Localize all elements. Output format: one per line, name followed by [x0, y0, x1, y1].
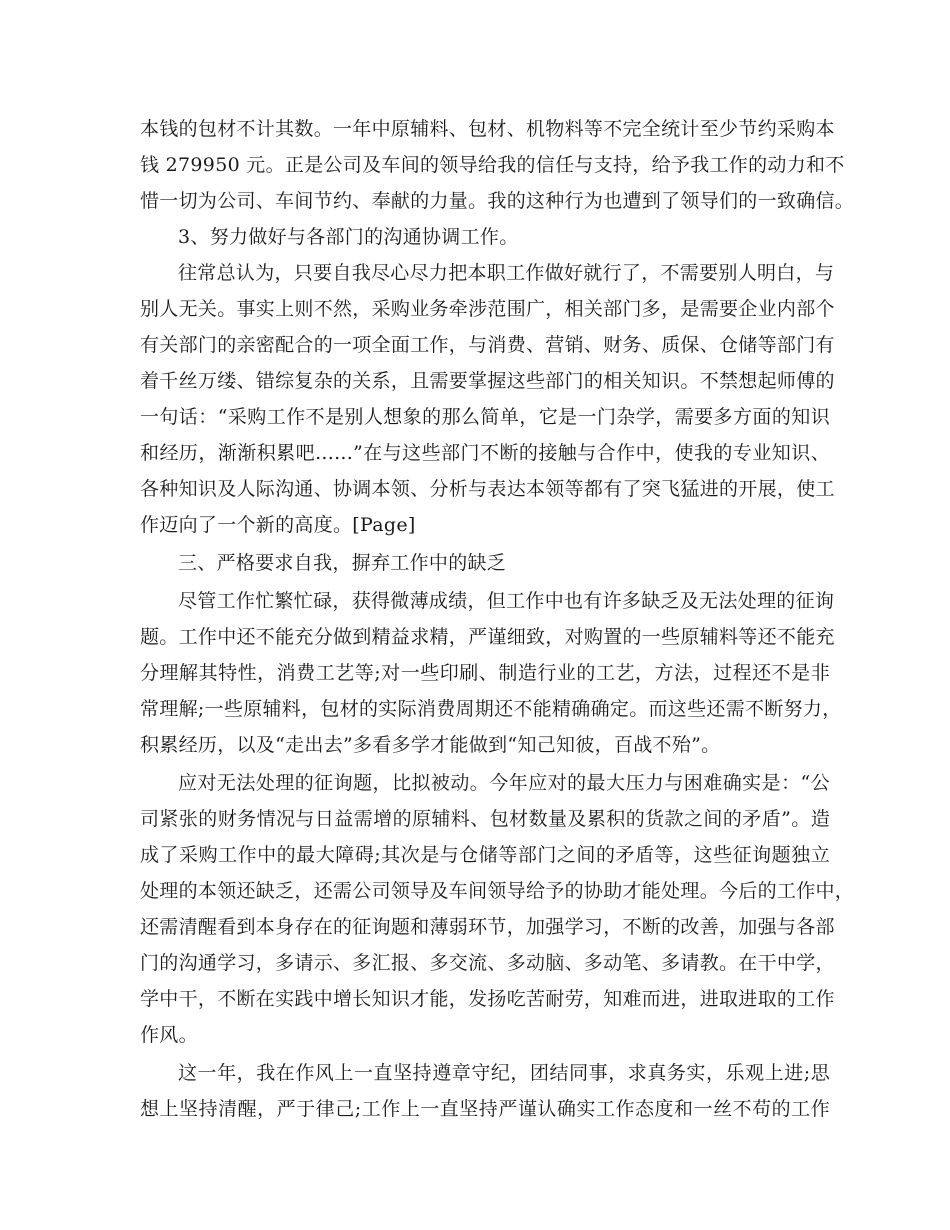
text-line: 着千丝万缕、错综复杂的关系，且需要掌握这些部门的相关知识。不禁想起师傅的	[140, 370, 835, 392]
text-line: 有关部门的亲密配合的一项全面工作，与消费、营销、财务、质保、仓储等部门有	[140, 334, 835, 356]
text-line: 门的沟通学习，多请示、多汇报、多交流、多动脑、多动笔、多请教。在干中学，	[140, 952, 835, 974]
text-line: 学中干，不断在实践中增长知识才能，发扬吃苦耐劳，知难而进，进取进取的工作	[140, 988, 835, 1010]
text-line: 和经历，渐渐积累吧......”在与这些部门不断的接触与合作中，使我的专业知识、	[140, 442, 830, 464]
text-line: 各种知识及人际沟通、协调本领、分析与表达本领等都有了突飞猛进的开展，使工	[140, 478, 835, 500]
text-line: 一句话：“采购工作不是别人想象的那么简单，它是一门杂学，需要多方面的知识	[140, 406, 830, 428]
text-line: 司紧张的财务情况与日益需增的原辅料、包材数量及累积的货款之间的矛盾”。造	[140, 808, 830, 830]
text-line: 处理的本领还缺乏，还需公司领导及车间领导给予的协助才能处理。今后的工作中，	[140, 880, 855, 902]
text-line: 题。工作中还不能充分做到精益求精，严谨细致，对购置的一些原辅料等还不能充	[140, 626, 835, 648]
text-line: 想上坚持清醒，严于律己;工作上一直坚持严谨认确实工作态度和一丝不苟的工作	[140, 1098, 830, 1120]
text-line: 钱 279950 元。正是公司及车间的领导给我的信任与支持，给予我工作的动力和不	[140, 154, 845, 176]
text-line: 这一年，我在作风上一直坚持遵章守纪，团结同事，求真务实，乐观上进;思	[178, 1062, 830, 1084]
section-heading: 3、努力做好与各部门的沟通协调工作。	[178, 226, 519, 248]
text-line: 作迈向了一个新的高度。[Page]	[140, 514, 416, 536]
section-heading: 三、严格要求自我，摒弃工作中的缺乏	[178, 552, 507, 574]
text-line: 积累经历，以及“走出去”多看多学才能做到“知己知彼，百战不殆”。	[140, 734, 721, 756]
text-line: 应对无法处理的征询题，比拟被动。今年应对的最大压力与困难确实是：“公	[178, 772, 830, 794]
text-line: 本钱的包材不计其数。一年中原辅料、包材、机物料等不完全统计至少节约采购本	[140, 118, 835, 140]
text-line: 还需清醒看到本身存在的征询题和薄弱环节，加强学习，不断的改善，加强与各部	[140, 916, 835, 938]
text-line: 成了采购工作中的最大障碍;其次是与仓储等部门之间的矛盾等，这些征询题独立	[140, 844, 830, 866]
text-line: 别人无关。事实上则不然，采购业务牵涉范围广，相关部门多，是需要企业内部个	[140, 298, 835, 320]
text-line: 常理解;一些原辅料，包材的实际消费周期还不能精确确定。而这些还需不断努力，	[140, 698, 842, 720]
text-line: 往常总认为，只要自我尽心尽力把本职工作做好就行了，不需要别人明白，与	[178, 262, 835, 284]
text-line: 尽管工作忙繁忙碌，获得微薄成绩，但工作中也有许多缺乏及无法处理的征询	[178, 590, 835, 612]
text-line: 分理解其特性，消费工艺等;对一些印刷、制造行业的工艺，方法，过程还不是非	[140, 662, 830, 684]
text-line: 作风。	[140, 1024, 198, 1046]
text-line: 惜一切为公司、车间节约、奉献的力量。我的这种行为也遭到了领导们的一致确信。	[140, 190, 855, 212]
